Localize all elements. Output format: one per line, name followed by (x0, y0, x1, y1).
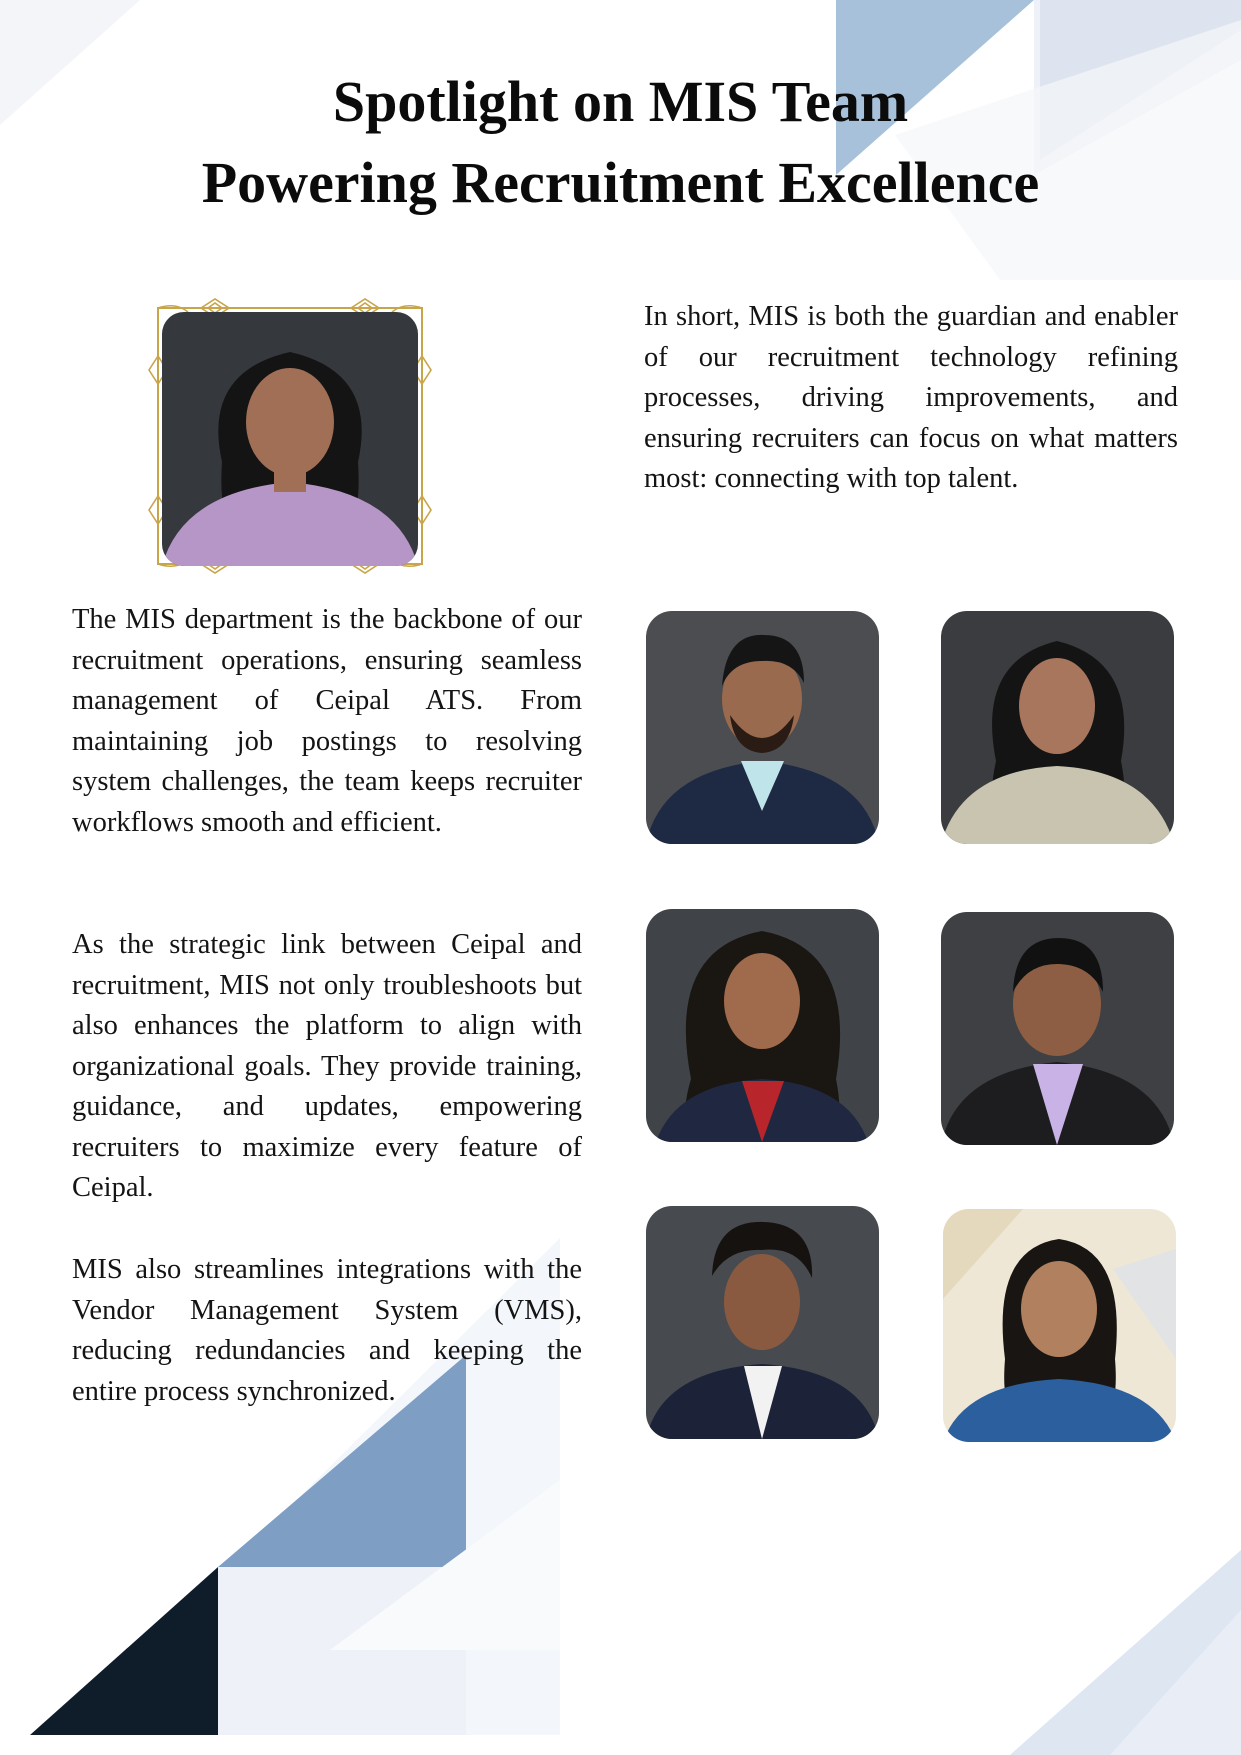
body-paragraph-3: MIS also streamlines integrations with the Vendor Management System (VMS), reducing redundancies and keeping the entire process synchronized. (72, 1254, 582, 1407)
team-member-photo (943, 1209, 1176, 1442)
page-title-line-1: Spotlight on MIS Team (332, 69, 909, 134)
body-paragraph-2: As the strategic link between Ceipal and recruitment, MIS not only troubleshoots but also enhances the platform to align with organizational goals. They provide training, guidance, and updates, empowering recruiters to maximize every feature of Ceipal. (72, 929, 582, 1203)
body-paragraph-1: The MIS department is the backbone of our recruitment operations, ensuring seamless management of Ceipal ATS. From maintaining job postings to resolving system challenges, the team keeps recruiter workflows smooth and efficient. (72, 604, 582, 838)
page-title-line-2: Powering Recruitment Excellence (201, 150, 1040, 215)
team-member-photo (941, 611, 1174, 844)
intro-paragraph: In short, MIS is both the guardian and enabler of our recruitment technology refining processes, driving improvements, and ensuring recruiters can focus on what matters most: connecting with top talent. (644, 301, 1178, 494)
team-member-photo (646, 611, 879, 844)
team-member-photo (646, 1206, 879, 1439)
team-member-photo (646, 909, 879, 1142)
team-member-photo (941, 912, 1174, 1145)
featured-team-member-photo (162, 312, 418, 566)
